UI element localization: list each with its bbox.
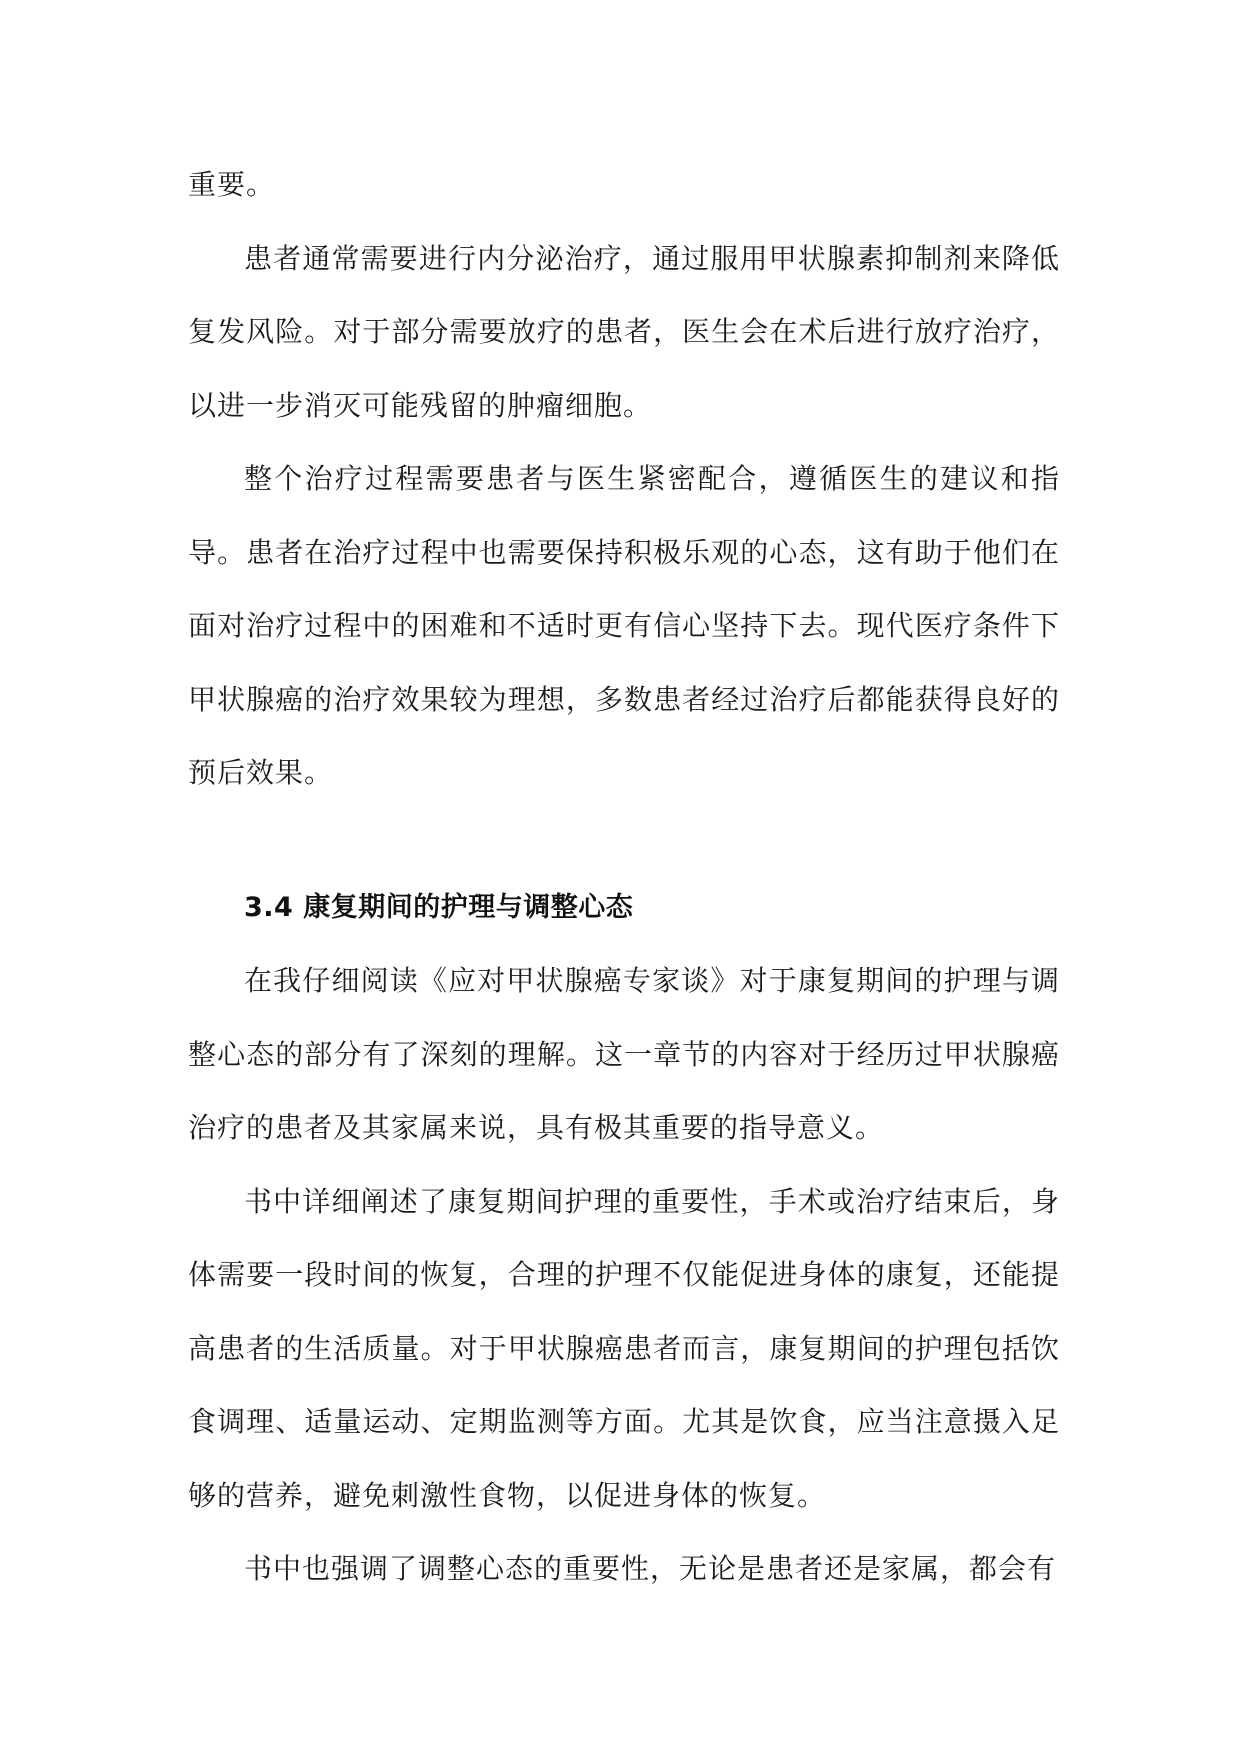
paragraph-mindset: 书中也强调了调整心态的重要性，无论是患者还是家属，都会有 — [244, 1552, 1057, 1585]
continued-paragraph: 重要。 — [188, 168, 276, 201]
section-spacer — [188, 810, 1060, 871]
paragraph-endocrine-therapy: 患者通常需要进行内分泌治疗，通过服用甲状腺素抑制剂来降低复发风险。对于部分需要放疗的患者，医生会在术后进行放疗治疗，以进一步消灭可能残留的肿瘤细胞。 — [188, 241, 1060, 422]
paragraph-reading-reflection: 在我仔细阅读《应对甲状腺癌专家谈》对于康复期间的护理与调整心态的部分有了深刻的理解。这一章节的内容对于经历过甲状腺癌治疗的患者及其家属来说，具有极其重要的指导意义。 — [188, 964, 1060, 1144]
paragraph-treatment-cooperation: 整个治疗过程需要患者与医生紧密配合，遵循医生的建议和指导。患者在治疗过程中也需要保持积极乐观的心态，这有助于他们在面对治疗过程中的困难和不适时更有信心坚持下去。现代医疗条件下甲状腺癌的治疗效果较为理想，多数患者经过治疗后都能获得良好的预后效果。 — [188, 462, 1060, 789]
section-heading: 3.4 康复期间的护理与调整心态 — [244, 891, 634, 923]
paragraph-recovery-care: 书中详细阐述了康复期间护理的重要性，手术或治疗结束后，身体需要一段时间的恢复，合理的护理不仅能促进身体的康复，还能提高患者的生活质量。对于甲状腺癌患者而言，康复期间的护理包括饮食调理、适量运动、定期监测等方面。尤其是饮食，应当注意摄入足够的营养，避免刺激性食物，以促进身体的恢复。 — [188, 1184, 1060, 1512]
document-body — [188, 148, 1060, 1606]
